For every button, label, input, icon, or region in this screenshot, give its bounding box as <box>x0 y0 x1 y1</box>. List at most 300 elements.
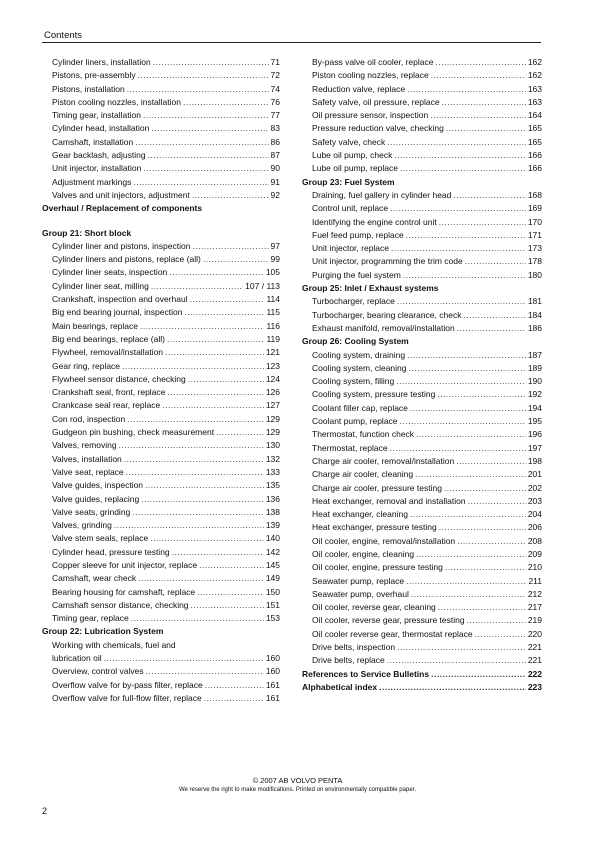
toc-leader-dots <box>444 482 526 495</box>
toc-entry-title: Cylinder head, installation <box>52 123 150 134</box>
toc-entry[interactable] <box>302 495 542 508</box>
toc-leader-dots <box>400 415 526 428</box>
toc-entry-title: Charge air cooler, cleaning <box>312 469 414 480</box>
toc-entry-title: Fuel feed pump, replace <box>312 229 404 240</box>
toc-entry-title: Overview, control valves <box>52 666 144 677</box>
toc-entry[interactable] <box>302 162 542 175</box>
toc-entry-page: 162 <box>527 57 542 67</box>
toc-entry-page: 163 <box>527 96 542 107</box>
toc-leader-dots <box>456 455 526 468</box>
toc-leader-dots <box>138 572 264 585</box>
toc-entry[interactable] <box>302 614 542 627</box>
toc-entry[interactable] <box>302 83 542 96</box>
toc-entry[interactable] <box>42 559 280 572</box>
toc-leader-dots <box>468 495 526 508</box>
toc-entry[interactable] <box>42 346 280 359</box>
toc-entry-title: Pressure reduction valve, checking <box>312 123 444 134</box>
toc-leader-dots <box>191 599 264 612</box>
toc-entry-title: Valves, grinding <box>52 520 112 531</box>
toc-entry-page: 186 <box>527 322 542 333</box>
toc-leader-dots <box>416 548 526 561</box>
toc-leader-dots <box>143 162 268 175</box>
toc-leader-dots <box>138 69 269 82</box>
toc-entry-title: Gear ring, replace <box>52 360 121 371</box>
toc-section-heading[interactable] <box>302 668 542 681</box>
toc-entry[interactable] <box>302 628 542 641</box>
toc-entry-title: Valve guides, inspection <box>52 480 144 491</box>
toc-entry[interactable] <box>302 242 542 255</box>
toc-entry[interactable] <box>42 293 280 306</box>
toc-leader-dots <box>192 189 269 202</box>
toc-entry[interactable] <box>42 306 280 319</box>
toc-entry-title: Cylinder liner and pistons, inspection <box>52 240 191 251</box>
toc-leader-dots <box>183 96 269 109</box>
toc-entry-title: Oil cooler reverse gear, thermostat replace <box>312 628 473 639</box>
toc-entry-title: Group 26: Cooling System <box>302 336 409 347</box>
toc-leader-dots <box>439 216 526 229</box>
toc-entry-title: Reduction valve, replace <box>312 83 406 94</box>
toc-leader-dots <box>415 468 526 481</box>
toc-entry[interactable] <box>302 216 542 229</box>
toc-entry[interactable] <box>42 532 280 545</box>
toc-entry-title: Pistons, installation <box>52 83 125 94</box>
toc-entry[interactable] <box>42 612 280 625</box>
toc-entry-title: Control unit, replace <box>312 203 389 214</box>
toc-entry[interactable] <box>302 255 542 268</box>
toc-entry-title: Identifying the engine control unit <box>312 216 437 227</box>
toc-entry-title: Main bearings, replace <box>52 320 138 331</box>
toc-leader-dots <box>463 309 525 322</box>
toc-entry-title: Crankshaft seal, front, replace <box>52 387 166 398</box>
toc-entry-title: Valve guides, replacing <box>52 493 140 504</box>
toc-entry-page: 173 <box>527 243 542 254</box>
toc-entry-title: Valves, removing <box>52 440 117 451</box>
toc-entry-page: 97 <box>270 240 280 251</box>
toc-entry-page: 140 <box>265 533 280 544</box>
toc-entry-page: 129 <box>265 413 280 424</box>
toc-entry[interactable] <box>42 413 280 426</box>
toc-entry[interactable] <box>42 519 280 532</box>
toc-entry-page: 71 <box>270 57 280 67</box>
toc-entry-page: 221 <box>527 642 542 653</box>
toc-entry-page: 197 <box>527 442 542 453</box>
toc-leader-dots <box>141 493 264 506</box>
toc-entry-page: 217 <box>527 602 542 613</box>
toc-entry-page: 133 <box>265 466 280 477</box>
toc-entry[interactable] <box>302 521 542 534</box>
toc-entry[interactable] <box>42 426 280 439</box>
toc-entry-page: 190 <box>527 376 542 387</box>
toc-entry-page: 211 <box>528 575 542 586</box>
toc-entry-page: 115 <box>266 307 280 318</box>
toc-entry-page: 165 <box>527 136 542 147</box>
toc-leader-dots <box>457 322 526 335</box>
toc-entry-page: 161 <box>265 679 280 690</box>
toc-entry-title: Charge air cooler, pressure testing <box>312 482 442 493</box>
toc-entry-title: Group 23: Fuel System <box>302 176 395 187</box>
toc-leader-dots <box>188 373 264 386</box>
toc-section-heading[interactable] <box>42 227 280 240</box>
toc-entry[interactable] <box>42 399 280 412</box>
toc-entry-page: 202 <box>527 482 542 493</box>
toc-entry-title: Valves, installation <box>52 453 122 464</box>
toc-entry-title: Adjustment markings <box>52 176 132 187</box>
toc-entry-title: Unit injector, installation <box>52 163 142 174</box>
toc-leader-dots <box>127 413 264 426</box>
toc-entry-title: Camshaft, wear check <box>52 573 137 584</box>
toc-entry[interactable] <box>302 535 542 548</box>
toc-leader-dots <box>150 532 264 545</box>
toc-leader-dots <box>132 506 264 519</box>
toc-entry[interactable] <box>302 561 542 574</box>
toc-leader-dots <box>475 628 526 641</box>
toc-entry-page: 90 <box>270 163 280 174</box>
toc-entry-title: Valves and unit injectors, adjustment <box>52 189 190 200</box>
toc-entry-page: 164 <box>527 110 542 121</box>
toc-entry-title: Gudgeon pin bushing, check measurement <box>52 427 215 438</box>
toc-entry[interactable] <box>302 309 542 322</box>
toc-entry-title: Flywheel, removal/installation <box>52 347 164 358</box>
toc-entry-title: Oil cooler, reverse gear, cleaning <box>312 602 436 613</box>
toc-entry[interactable] <box>42 586 280 599</box>
toc-entry[interactable] <box>302 322 542 335</box>
toc-entry-title: Cooling system, pressure testing <box>312 389 436 400</box>
toc-leader-dots <box>135 136 268 149</box>
toc-leader-dots <box>133 176 268 189</box>
toc-entry[interactable] <box>42 136 280 149</box>
toc-leader-dots <box>151 280 243 293</box>
toc-entry-title: Copper sleeve for unit injector, replace <box>52 559 198 570</box>
toc-entry-page: 139 <box>265 520 280 531</box>
toc-entry[interactable] <box>42 56 280 69</box>
toc-entry[interactable] <box>302 375 542 388</box>
toc-entry[interactable] <box>42 652 280 665</box>
toc-leader-dots <box>407 83 526 96</box>
toc-entry-title: Purging the fuel system <box>312 269 401 280</box>
toc-entry-title: Overflow valve for full-flow filter, replace <box>52 692 202 703</box>
toc-leader-dots <box>465 255 526 268</box>
toc-entry-title: Valve seat, replace <box>52 466 124 477</box>
toc-section-heading[interactable] <box>302 176 542 189</box>
toc-entry-title: Gear backlash, adjusting <box>52 150 146 161</box>
toc-entry-page: 77 <box>270 110 280 121</box>
toc-section-heading[interactable] <box>302 681 542 694</box>
toc-entry[interactable] <box>42 599 280 612</box>
toc-entry[interactable] <box>302 362 542 375</box>
toc-entry-page: 198 <box>527 455 542 466</box>
toc-leader-dots <box>190 293 265 306</box>
toc-entry-title: Con rod, inspection <box>52 413 126 424</box>
toc-entry[interactable] <box>42 360 280 373</box>
toc-entry-title: Cooling system, filling <box>312 376 395 387</box>
toc-entry[interactable] <box>302 109 542 122</box>
toc-leader-dots <box>416 428 526 441</box>
toc-entry[interactable] <box>42 692 280 705</box>
toc-leader-dots <box>126 466 264 479</box>
toc-entry-page: 212 <box>527 588 542 599</box>
toc-leader-dots <box>446 122 526 135</box>
toc-entry-title: Heat exchanger, cleaning <box>312 509 408 520</box>
toc-leader-dots <box>169 266 264 279</box>
toc-entry-page: 121 <box>265 347 280 358</box>
toc-entry-title: Lube oil pump, replace <box>312 163 399 174</box>
toc-leader-dots <box>153 56 269 69</box>
toc-entry-page: 178 <box>527 256 542 267</box>
toc-entry-page: 123 <box>265 360 280 371</box>
toc-entry-page: 151 <box>265 599 280 610</box>
toc-entry[interactable] <box>42 665 280 678</box>
toc-entry-page: 132 <box>265 453 280 464</box>
toc-entry-title: Cylinder liners, installation <box>52 57 151 67</box>
toc-leader-dots <box>148 149 269 162</box>
toc-entry-page: 126 <box>265 387 280 398</box>
toc-entry-title: Working with chemicals, fuel and <box>52 639 176 650</box>
toc-entry-page: 161 <box>265 692 280 703</box>
toc-entry-page: 166 <box>527 163 542 174</box>
toc-entry-title: Pistons, pre-assembly <box>52 70 136 81</box>
toc-entry[interactable] <box>302 388 542 401</box>
toc-entry-title: Turbocharger, replace <box>312 296 395 307</box>
toc-entry[interactable] <box>42 333 280 346</box>
toc-entry[interactable] <box>302 468 542 481</box>
toc-entry[interactable] <box>302 641 542 654</box>
toc-leader-dots <box>403 269 526 282</box>
toc-entry-title: Big end bearings, replace (all) <box>52 333 165 344</box>
toc-entry[interactable] <box>302 122 542 135</box>
toc-leader-dots <box>442 96 526 109</box>
toc-entry[interactable] <box>42 176 280 189</box>
toc-entry-page: 153 <box>265 613 280 624</box>
toc-entry-page: 149 <box>265 573 280 584</box>
toc-entry[interactable] <box>302 442 542 455</box>
toc-entry[interactable] <box>302 56 542 69</box>
toc-entry[interactable] <box>302 601 542 614</box>
toc-leader-dots <box>445 561 526 574</box>
toc-section-heading[interactable] <box>302 335 542 348</box>
toc-leader-dots <box>396 375 526 388</box>
toc-entry-page: 142 <box>265 546 280 557</box>
toc-entry-title: Lube oil pump, check <box>312 150 393 161</box>
toc-leader-dots <box>165 346 264 359</box>
toc-leader-dots <box>437 388 526 401</box>
toc-entry-page: 192 <box>527 389 542 400</box>
toc-leader-dots <box>127 83 269 96</box>
toc-entry[interactable] <box>42 466 280 479</box>
toc-entry[interactable] <box>302 229 542 242</box>
toc-entry-title: Camshaft sensor distance, checking <box>52 599 189 610</box>
toc-entry-page: 206 <box>527 522 542 533</box>
toc-leader-dots <box>167 386 263 399</box>
toc-entry[interactable] <box>302 269 542 282</box>
toc-entry[interactable] <box>42 572 280 585</box>
toc-entry[interactable] <box>302 508 542 521</box>
toc-entry-title: Cylinder liners and pistons, replace (all) <box>52 254 201 265</box>
toc-entry[interactable] <box>42 506 280 519</box>
toc-leader-dots <box>387 654 526 667</box>
toc-entry[interactable] <box>42 320 280 333</box>
toc-leader-dots <box>438 601 526 614</box>
toc-entry[interactable] <box>302 149 542 162</box>
toc-entry-page: 222 <box>527 668 542 679</box>
toc-entry[interactable] <box>42 280 280 293</box>
toc-entry[interactable] <box>42 96 280 109</box>
toc-leader-dots <box>199 559 264 572</box>
toc-entry-title: Piston cooling nozzles, installation <box>52 96 181 107</box>
toc-entry-title: Valve seats, grinding <box>52 506 131 517</box>
toc-leader-dots <box>406 575 526 588</box>
toc-entry[interactable] <box>302 402 542 415</box>
toc-entry-title: Flywheel sensor distance, checking <box>52 373 186 384</box>
toc-entry-page: 107 / 113 <box>245 280 280 291</box>
toc-leader-dots <box>145 479 264 492</box>
toc-entry-title: Unit injector, replace <box>312 243 390 254</box>
page-header-title: Contents <box>44 30 83 41</box>
toc-entry-title: Thermostat, replace <box>312 442 388 453</box>
toc-entry[interactable] <box>302 202 542 215</box>
toc-leader-dots <box>431 69 526 82</box>
toc-entry[interactable] <box>302 588 542 601</box>
toc-entry-page: 195 <box>527 416 542 427</box>
toc-entry[interactable] <box>302 349 542 362</box>
toc-entry-page: 114 <box>266 294 280 305</box>
toc-section-heading[interactable] <box>302 282 542 295</box>
toc-entry-title: Bearing housing for camshaft, replace <box>52 586 196 597</box>
toc-entry[interactable] <box>302 654 542 667</box>
toc-entry-page: 160 <box>265 666 280 677</box>
toc-leader-dots <box>410 402 526 415</box>
toc-section-heading[interactable] <box>42 625 280 638</box>
toc-entry-title: Piston cooling nozzles, replace <box>312 70 429 81</box>
toc-leader-dots <box>430 109 526 122</box>
toc-leader-dots <box>457 535 526 548</box>
toc-leader-dots <box>204 692 264 705</box>
toc-entry-page: 150 <box>265 586 280 597</box>
toc-entry[interactable] <box>42 373 280 386</box>
toc-section-heading[interactable] <box>42 202 280 215</box>
toc-entry-title: Big end bearing journal, inspection <box>52 307 183 318</box>
toc-leader-dots <box>104 652 264 665</box>
toc-leader-dots <box>167 333 265 346</box>
toc-entry-title: Timing gear, installation <box>52 110 141 121</box>
toc-entry-title: By-pass valve oil cooler, replace <box>312 57 434 67</box>
toc-leader-dots <box>394 149 525 162</box>
toc-entry[interactable] <box>42 453 280 466</box>
toc-entry[interactable] <box>302 69 542 82</box>
toc-entry-page: 189 <box>527 362 542 373</box>
toc-entry-page: 165 <box>527 123 542 134</box>
toc-entry-title: Oil pressure sensor, inspection <box>312 110 429 121</box>
toc-entry[interactable] <box>42 83 280 96</box>
toc-entry-title: Cooling system, cleaning <box>312 362 407 373</box>
toc-leader-dots <box>400 162 526 175</box>
toc-entry[interactable] <box>42 253 280 266</box>
toc-entry[interactable] <box>42 679 280 692</box>
toc-entry-title: Overhaul / Replacement of components <box>42 203 203 214</box>
toc-leader-dots <box>205 679 264 692</box>
toc-entry[interactable] <box>302 428 542 441</box>
toc-leader-dots <box>406 229 526 242</box>
toc-entry-title: Draining, fuel gallery in cylinder head <box>312 189 452 200</box>
toc-leader-dots <box>197 586 264 599</box>
toc-entry-title: Group 21: Short block <box>42 227 132 238</box>
toc-entry-title: Cylinder liner seat, milling <box>52 280 149 291</box>
toc-entry-title: Turbocharger, bearing clearance, check <box>312 309 462 320</box>
toc-entry-title: Oil cooler, reverse gear, pressure testing <box>312 615 465 626</box>
toc-entry-title: Safety valve, oil pressure, replace <box>312 96 440 107</box>
toc-entry-page: 163 <box>527 83 542 94</box>
toc-leader-dots <box>390 442 526 455</box>
toc-entry[interactable] <box>42 493 280 506</box>
toc-entry[interactable] <box>42 479 280 492</box>
toc-entry-title: Coolant pump, replace <box>312 416 398 427</box>
toc-entry[interactable] <box>302 136 542 149</box>
toc-entry-title: Heat exchanger, removal and installation <box>312 495 466 506</box>
toc-leader-dots <box>391 242 526 255</box>
toc-entry[interactable] <box>42 122 280 135</box>
toc-entry[interactable] <box>302 548 542 561</box>
toc-entry-page: 208 <box>527 535 542 546</box>
toc-entry-page: 209 <box>527 548 542 559</box>
toc-entry[interactable] <box>42 240 280 253</box>
toc-entry[interactable] <box>42 386 280 399</box>
toc-leader-dots <box>162 399 264 412</box>
toc-entry[interactable] <box>42 162 280 175</box>
toc-entry[interactable] <box>302 575 542 588</box>
toc-entry-title: Cooling system, draining <box>312 349 406 360</box>
toc-entry-title: Unit injector, programming the trim code <box>312 256 463 267</box>
toc-entry-page: 187 <box>527 349 542 360</box>
toc-entry-title: Cylinder liner seats, inspection <box>52 267 168 278</box>
toc-leader-dots <box>390 202 526 215</box>
toc-entry[interactable] <box>302 455 542 468</box>
toc-leader-dots <box>140 320 264 333</box>
toc-entry-page: 91 <box>270 176 280 187</box>
toc-entry[interactable] <box>302 295 542 308</box>
toc-leader-dots <box>216 426 264 439</box>
toc-leader-dots <box>431 668 526 681</box>
toc-entry-title: Crankshaft, inspection and overhaul <box>52 294 188 305</box>
toc-entry-page: 221 <box>527 655 542 666</box>
toc-entry[interactable] <box>302 415 542 428</box>
toc-entry[interactable] <box>42 109 280 122</box>
toc-entry-title: Coolant filler cap, replace <box>312 402 408 413</box>
toc-entry[interactable] <box>42 639 280 652</box>
toc-entry-page: 196 <box>527 429 542 440</box>
toc-entry-page: 168 <box>527 189 542 200</box>
toc-leader-dots <box>114 519 264 532</box>
toc-entry[interactable] <box>42 266 280 279</box>
toc-entry-title: Cylinder head, pressure testing <box>52 546 170 557</box>
toc-entry[interactable] <box>42 189 280 202</box>
toc-leader-dots <box>184 306 264 319</box>
toc-entry[interactable] <box>42 546 280 559</box>
toc-entry[interactable] <box>302 482 542 495</box>
toc-entry[interactable] <box>302 96 542 109</box>
toc-entry[interactable] <box>42 69 280 82</box>
toc-entry-page: 201 <box>527 469 542 480</box>
toc-entry-title: Seawater pump, overhaul <box>312 588 409 599</box>
toc-leader-dots <box>467 614 526 627</box>
toc-leader-dots <box>131 612 264 625</box>
toc-entry-page: 99 <box>270 254 280 265</box>
toc-entry-page: 92 <box>270 189 280 200</box>
toc-entry[interactable] <box>42 149 280 162</box>
toc-entry[interactable] <box>42 439 280 452</box>
toc-entry-page: 160 <box>265 653 280 664</box>
toc-leader-dots <box>143 109 269 122</box>
toc-leader-dots <box>407 349 526 362</box>
toc-entry[interactable] <box>302 189 542 202</box>
